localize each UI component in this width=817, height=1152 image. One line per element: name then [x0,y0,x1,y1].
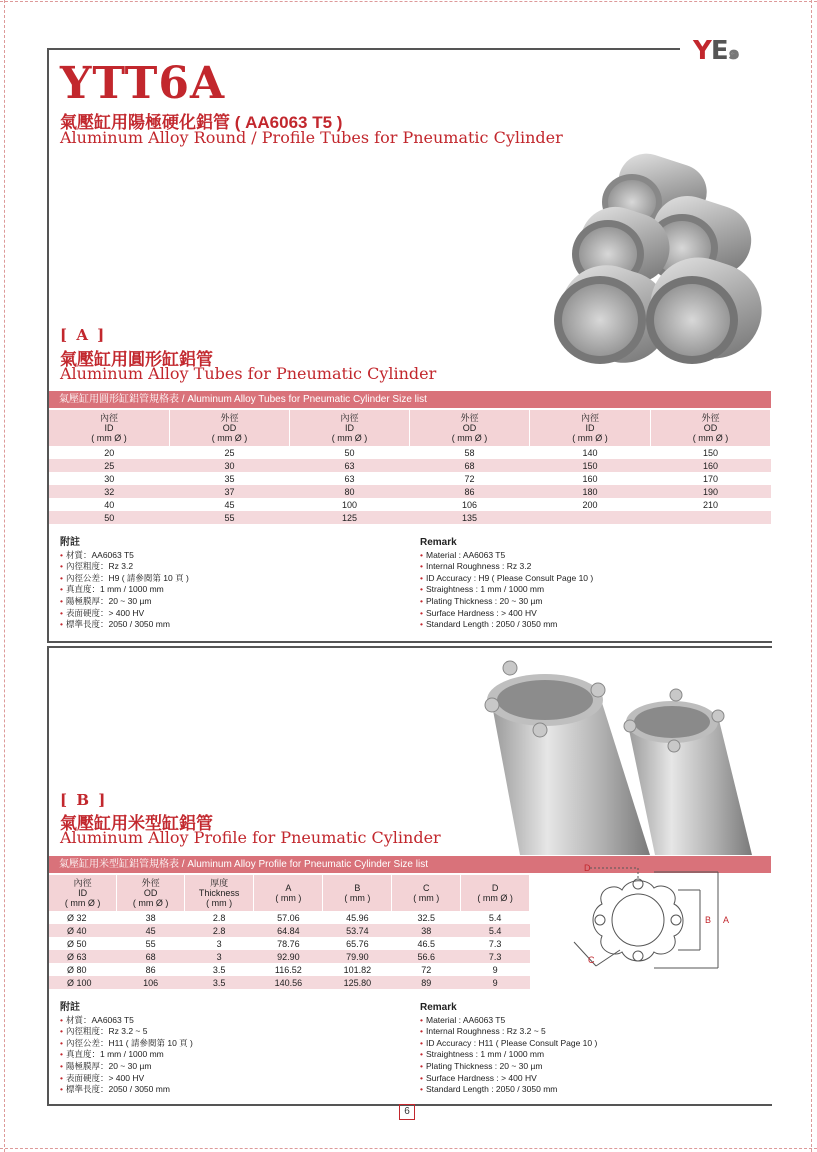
table-cell: Ø 50 [67,938,87,949]
profile-tube-small [624,689,752,855]
header-cell [323,875,392,911]
table-cell: 45.96 [346,912,369,923]
header-unit: ( mm Ø ) [572,433,608,443]
header-cell [409,410,529,446]
round-tubes-photo [540,150,770,380]
page-title-en: Aluminum Alloy Round / Profile Tubes for Pneumatic Cylinder [60,128,563,147]
header-unit: ( mm ) [413,893,440,903]
note-item: • 內徑公差：H9 ( 請參閱第 10 頁 ) [60,573,189,585]
cut-line-right [811,0,812,1152]
table-cell: 190 [650,485,770,498]
header-unit: ( mm ) [344,893,371,903]
header-en: C [423,883,430,893]
section-a-mark: [ A ] [60,326,107,344]
table-cell: 135 [409,511,529,524]
table-cell: 63 [344,473,355,484]
diagram-label-c: C [588,955,595,965]
note-item: • 標準長度：2050 / 3050 mm [60,1084,193,1096]
header-cell [254,875,323,911]
header-unit: ( mm ) [206,898,233,908]
table-cell: 180 [529,485,650,498]
diagram-label-a: A [723,915,730,925]
table-cell: 86 [145,964,156,975]
table-cell: 63 [289,459,409,472]
table-cell: 9 [492,964,498,975]
bore-circle [612,894,664,946]
header-unit: ( mm Ø ) [477,893,513,903]
table-cell: 106 [117,976,185,989]
table-cell: 25 [49,459,169,472]
table-cell: 58 [464,447,475,458]
header-en: B [354,883,361,893]
header-en: OD [462,423,477,433]
header-unit: ( mm Ø ) [64,898,101,908]
table-cell: 100 [341,499,357,510]
table-cell: Ø 80 [67,964,87,975]
header-en: D [491,883,499,893]
table-cell: 32.5 [417,912,436,923]
header-zh: 厚度 [210,878,229,888]
table-cell: 125 [289,511,409,524]
table-row [49,937,530,950]
header-zh: 外徑 [220,413,239,423]
table-row [49,950,530,963]
table-cell: 3.5 [212,964,226,975]
table-cell: 101.82 [343,964,372,975]
table-cell: 125.80 [323,976,392,989]
table-cell: 9 [461,976,530,989]
table-cell: 5.4 [461,924,530,937]
table-row [49,472,771,485]
table-cell: Ø 32 [67,912,87,923]
port-hole-bottom [633,951,643,961]
table-row [49,498,771,511]
table-cell: 45 [117,924,185,937]
profile-cross-section-diagram [560,862,740,992]
table-cell: 65.76 [346,938,369,949]
table-cell: 170 [702,473,718,484]
note-item: • 表面硬度：> 400 HV [60,608,189,620]
cut-line-left [4,0,5,1152]
table-cell: 35 [224,473,235,484]
note-item: • 標準長度：2050 / 3050 mm [60,619,189,631]
model-number: YTT6A [60,58,226,109]
header-en: OD [222,423,237,433]
note-item: • Internal Roughness : Rz 3.2 ~ 5 [420,1026,597,1038]
table-cell: 150 [529,459,650,472]
header-zh: 內徑 [99,413,118,423]
table-row [49,911,530,924]
note-item: • 內徑粗度：Rz 3.2 ~ 5 [60,1026,193,1038]
section-a-size-table [49,410,771,524]
section-a-title-zh: 氣壓缸用圓形缸鋁管 [60,350,213,369]
note-item: • 內徑公差：H11 ( 請參閱第 10 頁 ) [60,1038,193,1050]
table-cell: 46.5 [417,938,436,949]
table-cell: 200 [582,499,598,510]
page-title-zh: 氣壓缸用陽極硬化鋁管 ( AA6063 T5 ) [60,113,343,132]
table-cell: Ø 40 [49,924,117,937]
note-item: • 陽極膜厚：20 ~ 30 µm [60,1061,193,1073]
section-b-title-zh: 氣壓缸用米型缸鋁管 [60,814,213,833]
note-item: • Surface Hardness : > 400 HV [420,608,593,620]
table-cell: Ø 63 [49,950,117,963]
note-item: • Material : AA6063 T5 [420,550,593,562]
header-zh: 內徑 [340,413,359,423]
header-en: ID [344,423,354,433]
header-cell [461,875,530,911]
table-cell: 89 [392,976,461,989]
table-cell: Ø 100 [49,976,117,989]
table-cell: 37 [169,485,289,498]
note-item: • Internal Roughness : Rz 3.2 [420,561,593,573]
section-a-table-title: 氣壓缸用圓形缸鋁管規格表 / Aluminum Alloy Tubes for Pneumatic Cylinder Size list [49,391,771,408]
table-cell [650,511,770,524]
note-item: • 真直度：1 mm / 1000 mm [60,584,189,596]
table-cell: 40 [104,499,115,510]
brand-logo [693,36,739,68]
section-a-title-en: Aluminum Alloy Tubes for Pneumatic Cylinder [60,364,437,383]
note-item: • Straightness : 1 mm / 1000 mm [420,584,593,596]
table-cell: 30 [169,459,289,472]
section-b-title-en: Aluminum Alloy Profile for Pneumatic Cylinder [60,828,441,847]
table-cell: 5.4 [488,912,502,923]
notes-heading: 附註 [60,537,80,548]
table-cell: 57.06 [277,912,300,923]
header-cell [169,410,289,446]
note-item: • Plating Thickness : 20 ~ 30 µm [420,596,593,608]
header-cell [289,410,409,446]
table-row [49,963,530,976]
header-unit: ( mm Ø ) [132,898,169,908]
note-item: • 內徑粗度：Rz 3.2 [60,561,189,573]
table-cell: 7.3 [488,938,502,949]
table-cell: 45 [224,499,235,510]
table-cell: 38 [392,924,461,937]
section-b-mark: [ B ] [60,791,108,809]
note-item: • Standard Length : 2050 / 3050 mm [420,619,593,631]
notes-heading: Remark [420,1002,457,1013]
table-cell: 140.56 [254,976,323,989]
table-cell: 3 [216,938,222,949]
header-zh: 內徑 [73,878,92,888]
table-cell: 160 [650,459,770,472]
table-cell: 25 [224,447,235,458]
notes-heading: 附註 [60,1002,80,1013]
header-unit: ( mm Ø ) [91,433,127,443]
table-cell: 68 [117,950,185,963]
notes-heading: Remark [420,537,457,548]
note-item: • Standard Length : 2050 / 3050 mm [420,1084,597,1096]
section-a-notes-zh [60,537,189,631]
table-cell: 150 [702,447,718,458]
diagram-label-d: D [584,863,591,873]
table-row [49,459,771,472]
table-cell: 3.5 [184,976,253,989]
page-number: 6 [399,1104,415,1120]
table-cell: 20 [104,447,115,458]
header-cell [184,875,253,911]
table-cell: 55 [169,511,289,524]
table-row [49,446,771,459]
table-cell: 79.90 [323,950,392,963]
table-cell: 55 [145,938,156,949]
table-header-row [49,410,771,446]
table-cell: 2.8 [212,912,226,923]
port-hole-left [595,915,605,925]
table-cell: 160 [582,473,598,484]
table-cell: 50 [49,511,169,524]
header-zh: 外徑 [701,413,720,423]
note-item: • 材質：AA6063 T5 [60,550,189,562]
note-item: • Straightness : 1 mm / 1000 mm [420,1049,597,1061]
note-item: • 陽極膜厚：20 ~ 30 µm [60,596,189,608]
section-b-table-title: 氣壓缸用米型缸鋁管規格表 / Aluminum Alloy Profile for Pneumatic Cylinder Size list [49,856,771,873]
table-cell: 3 [184,950,253,963]
table-cell: 78.76 [277,938,300,949]
header-zh: 外徑 [141,878,160,888]
table-header-row [49,875,530,911]
diagram-label-b: B [705,915,712,925]
note-item: • Material : AA6063 T5 [420,1015,597,1027]
table-cell: 50 [344,447,355,458]
section-b-notes-en [420,1002,597,1096]
profile-outline [593,881,683,961]
header-en: OD [143,888,158,898]
header-en: OD [703,423,718,433]
header-en: ID [104,423,114,433]
table-cell: 38 [145,912,156,923]
table-cell: 80 [289,485,409,498]
header-zh: 內徑 [580,413,599,423]
section-b-notes-zh [60,1002,193,1096]
note-item: • 材質：AA6063 T5 [60,1015,193,1027]
table-cell: 53.74 [323,924,392,937]
logo-letter-e: E [710,36,728,66]
table-row [49,976,530,989]
logo-swirl-icon: ๑ [727,40,740,64]
table-cell: 68 [409,459,529,472]
table-cell: 64.84 [254,924,323,937]
table-row [49,511,771,524]
header-en: A [285,883,292,893]
note-item: • 表面硬度：> 400 HV [60,1073,193,1085]
port-hole-right [671,915,681,925]
table-cell: 106 [461,499,477,510]
logo-letter-y: Y [693,36,711,66]
header-en: Thickness [198,888,240,898]
note-item: • ID Accuracy : H11 ( Please Consult Page 10 ) [420,1038,597,1050]
section-b-size-table [49,875,530,989]
profile-tubes-photo [480,650,772,855]
table-cell: 56.6 [392,950,461,963]
section-a-notes-en [420,537,593,631]
table-row [49,924,530,937]
header-unit: ( mm Ø ) [211,433,248,443]
table-cell: 7.3 [461,950,530,963]
table-cell: 30 [104,473,115,484]
header-en: ID [78,888,88,898]
table-cell: 210 [702,499,718,510]
table-cell: 72 [464,473,475,484]
header-unit: ( mm Ø ) [331,433,368,443]
header-unit: ( mm ) [275,893,302,903]
profile-tube-large [485,661,650,855]
note-item: • 真直度：1 mm / 1000 mm [60,1049,193,1061]
table-cell: 86 [409,485,529,498]
table-cell: 140 [582,447,598,458]
cut-line-bottom [0,1148,817,1149]
table-cell: 32 [49,485,169,498]
header-cell [49,410,169,446]
table-cell: 2.8 [184,924,253,937]
header-cell [529,410,650,446]
table-cell: 116.52 [274,964,302,975]
header-cell [392,875,461,911]
note-item: • Surface Hardness : > 400 HV [420,1073,597,1085]
header-en: ID [585,423,595,433]
cut-line-top [0,1,817,2]
header-cell [117,875,185,911]
table-cell [529,511,650,524]
header-zh: 外徑 [460,413,479,423]
table-cell: 72 [421,964,432,975]
note-item: • ID Accuracy : H9 ( Please Consult Page 10 ) [420,573,593,585]
header-unit: ( mm Ø ) [692,433,729,443]
header-unit: ( mm Ø ) [451,433,488,443]
table-cell: 92.90 [254,950,323,963]
header-cell [49,875,117,911]
header-cell [650,410,770,446]
note-item: • Plating Thickness : 20 ~ 30 µm [420,1061,597,1073]
table-row [49,485,771,498]
